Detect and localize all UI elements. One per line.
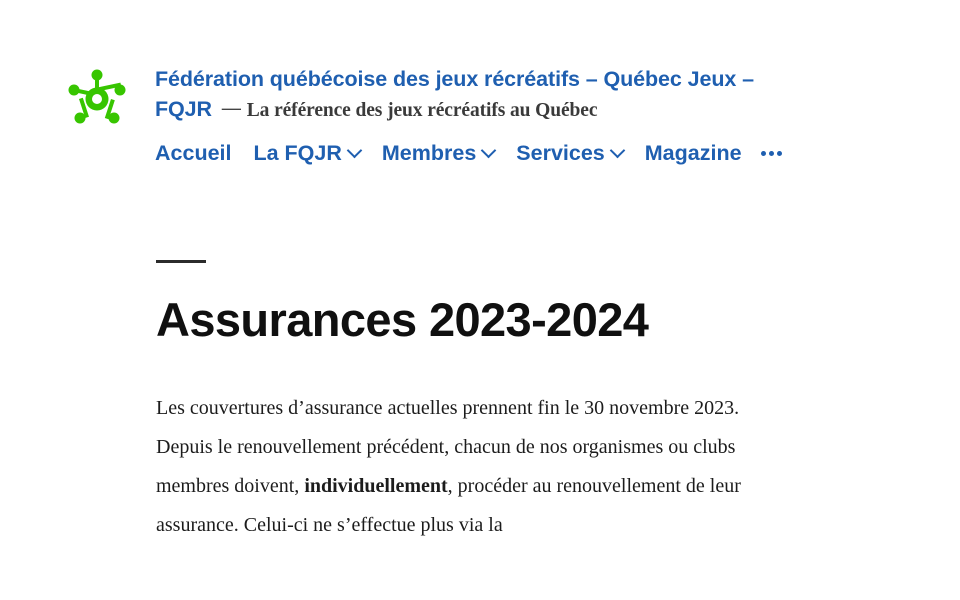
nav-item-la-fqjr[interactable] bbox=[253, 138, 359, 168]
more-dot bbox=[777, 151, 782, 156]
nav-label-membres: Membres bbox=[381, 141, 477, 165]
green-molecule-logo-icon[interactable] bbox=[64, 66, 130, 132]
nav-item-accueil[interactable] bbox=[155, 138, 231, 168]
main-navigation bbox=[155, 138, 784, 168]
paragraph bbox=[156, 428, 741, 545]
chevron-down-icon[interactable] bbox=[347, 142, 363, 158]
header-inner bbox=[0, 56, 960, 168]
more-menu-icon[interactable] bbox=[760, 141, 784, 165]
site-title-block bbox=[155, 64, 775, 126]
page-title: Assurances 2023-2024 bbox=[156, 293, 649, 346]
more-dot bbox=[761, 151, 766, 156]
header-text bbox=[155, 56, 784, 168]
paragraph-emphasis: individuellement bbox=[304, 475, 448, 497]
site-title[interactable]: Fédération québécoise des jeux récréatifs – Québec Jeux – FQJR bbox=[155, 67, 754, 121]
nav-label-services: Services bbox=[516, 141, 605, 165]
chevron-down-icon[interactable] bbox=[481, 142, 497, 158]
paragraph-text: Les couvertures d’assurance actuelles prennent fin le 30 novembre 2023. bbox=[156, 397, 740, 419]
nav-item-magazine[interactable] bbox=[645, 138, 742, 168]
nav-label-accueil: Accueil bbox=[155, 141, 232, 165]
site-tagline: La référence des jeux récréatifs au Québec bbox=[246, 100, 598, 121]
article bbox=[0, 260, 756, 545]
tagline-dash: — bbox=[221, 98, 241, 119]
nav-label-magazine: Magazine bbox=[644, 141, 742, 165]
paragraph-text: Depuis le renouvellement précédent, chacun de nos organismes ou clubs membres doivent, bbox=[156, 436, 736, 497]
site-header bbox=[0, 0, 960, 168]
site-tagline-wrap bbox=[218, 97, 598, 121]
nav-item-services[interactable] bbox=[516, 138, 622, 168]
paragraph-text: , procéder au renouvellement de leur assurance. Celui-ci ne s’effectue plus via la bbox=[156, 475, 741, 536]
article-body bbox=[156, 389, 741, 545]
nav-item-membres[interactable] bbox=[382, 138, 494, 168]
nav-label-la-fqjr: La FQJR bbox=[253, 141, 342, 165]
title-divider bbox=[156, 260, 206, 263]
chevron-down-icon[interactable] bbox=[609, 142, 625, 158]
paragraph bbox=[156, 389, 741, 428]
more-dot bbox=[769, 151, 774, 156]
